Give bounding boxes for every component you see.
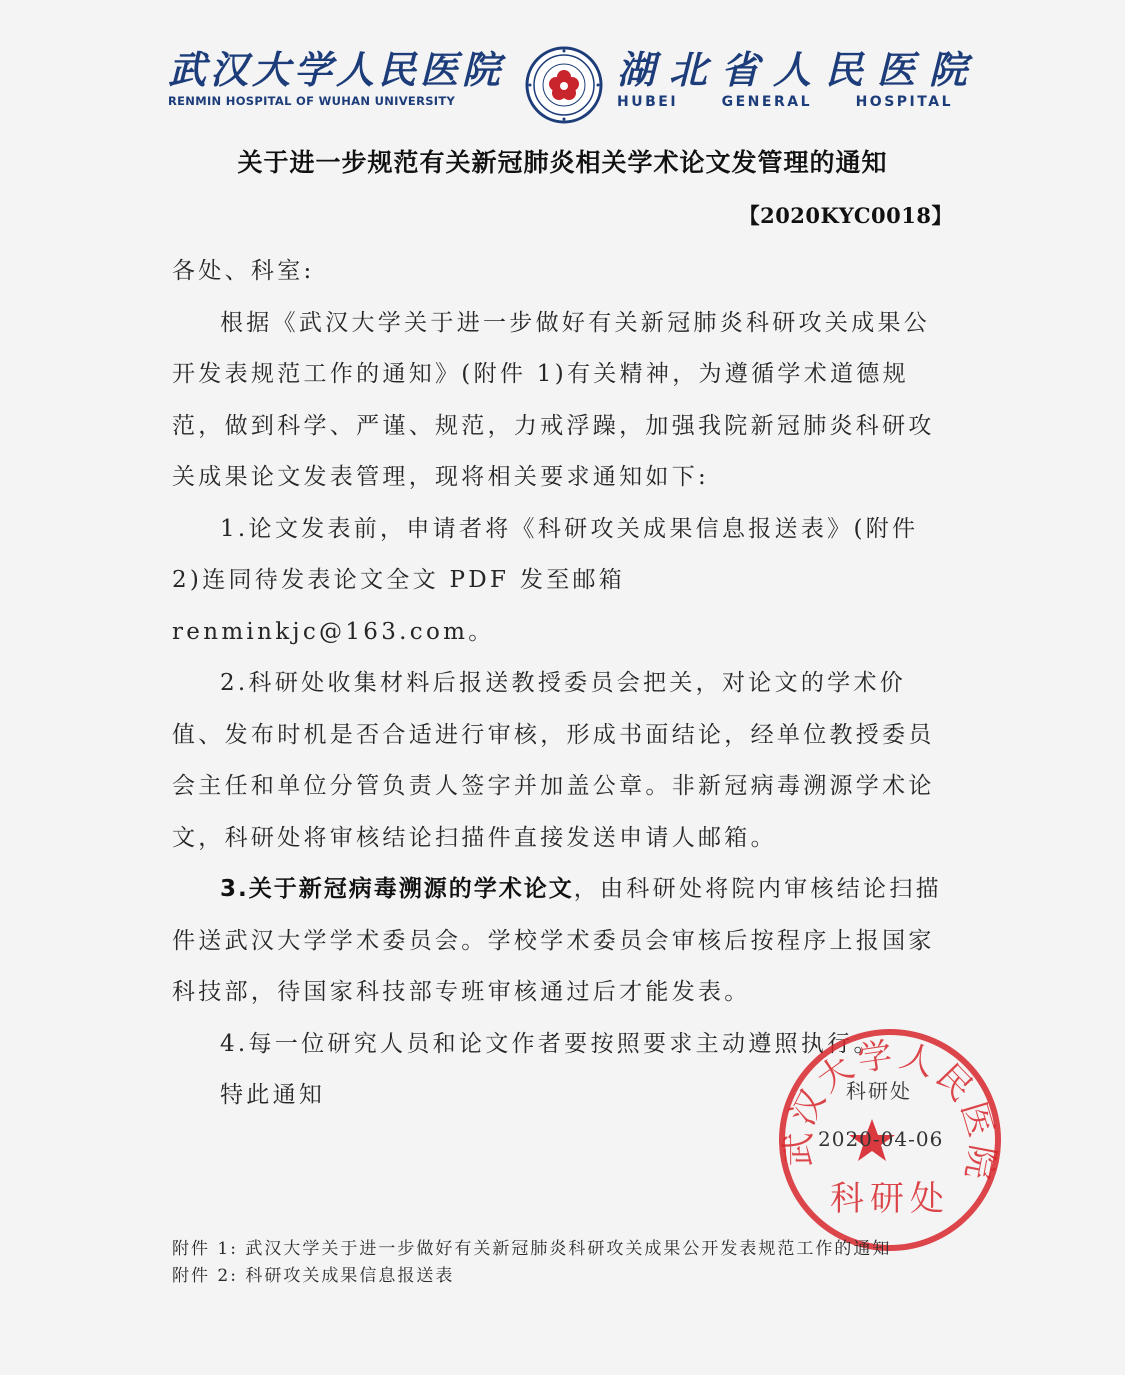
- letterhead-left: [168, 46, 513, 108]
- salutation: 各处、科室:: [172, 258, 315, 284]
- signing-department: 科研处: [846, 1079, 912, 1103]
- attachment-item: 附件 2: 科研攻关成果信息报送表: [172, 1266, 455, 1286]
- hospital-name-en-right: [617, 94, 953, 110]
- document-number: 【2020KYC0018】: [738, 203, 953, 228]
- hospital-en-word: HOSPITAL: [855, 94, 953, 110]
- signing-date: 2020-04-06: [818, 1127, 944, 1151]
- letterhead-right: [617, 46, 982, 110]
- hospital-en-word: HUBEI: [617, 94, 679, 110]
- paragraph-intro: 根据《武汉大学关于进一步做好有关新冠肺炎科研攻关成果公开发表规范工作的通知》(附件 1)有关精神，为遵循学术道德规范，做到科学、严谨、规范，力戒浮躁，加强我院新冠肺炎科研攻关成果论文发表管理，现将相关要求通知如下:: [172, 309, 935, 490]
- hospital-en-word: GENERAL: [721, 94, 812, 110]
- hospital-name-cn-right: 湖北省人民医院: [617, 47, 982, 92]
- hospital-name-en-left: RENMIN HOSPITAL OF WUHAN UNIVERSITY: [168, 94, 456, 108]
- hospital-emblem-icon: [525, 46, 603, 124]
- paragraph-item-3: [172, 864, 954, 1019]
- attachments-list: [172, 1236, 962, 1290]
- attachment-item: 附件 1: 武汉大学关于进一步做好有关新冠肺炎科研攻关成果公开发表规范工作的通知: [172, 1239, 892, 1259]
- paragraph-item-4: 4.每一位研究人员和论文作者要按照要求主动遵照执行。: [220, 1030, 880, 1057]
- item-3-text: ，由科研处将院内审核结论扫描件送武汉大学学术委员会。学校学术委员会审核后按程序上报国家科技部，待国家科技部专班审核通过后才能发表。: [172, 876, 942, 1005]
- seal-center-text: 科研处: [830, 1179, 950, 1219]
- document-title: 关于进一步规范有关新冠肺炎相关学术论文发管理的通知: [237, 148, 888, 177]
- item-3-bold-heading: 3.关于新冠病毒溯源的学术论文: [220, 876, 574, 902]
- hospital-name-cn-left: 武汉大学人民医院: [168, 47, 505, 92]
- seal-ring-text: 武汉大学人民医院: [778, 1034, 1003, 1187]
- closing-line: 特此通知: [220, 1082, 326, 1108]
- svg-text:武汉大学人民医院: [779, 1035, 1003, 1187]
- document-body: [172, 246, 954, 1122]
- paragraph-item-1: 1.论文发表前，申请者将《科研攻关成果信息报送表》(附件 2)连同待发表论文全文 PDF 发至邮箱 renminkjc@163.com。: [172, 515, 919, 645]
- paragraph-item-2: 2.科研处收集材料后报送教授委员会把关，对论文的学术价值、发布时机是否合适进行审核，形成书面结论，经单位教授委员会主任和单位分管负责人签字并加盖公章。非新冠病毒溯源学术论文，科研处将审核结论扫描件直接发送申请人邮箱。: [172, 670, 935, 851]
